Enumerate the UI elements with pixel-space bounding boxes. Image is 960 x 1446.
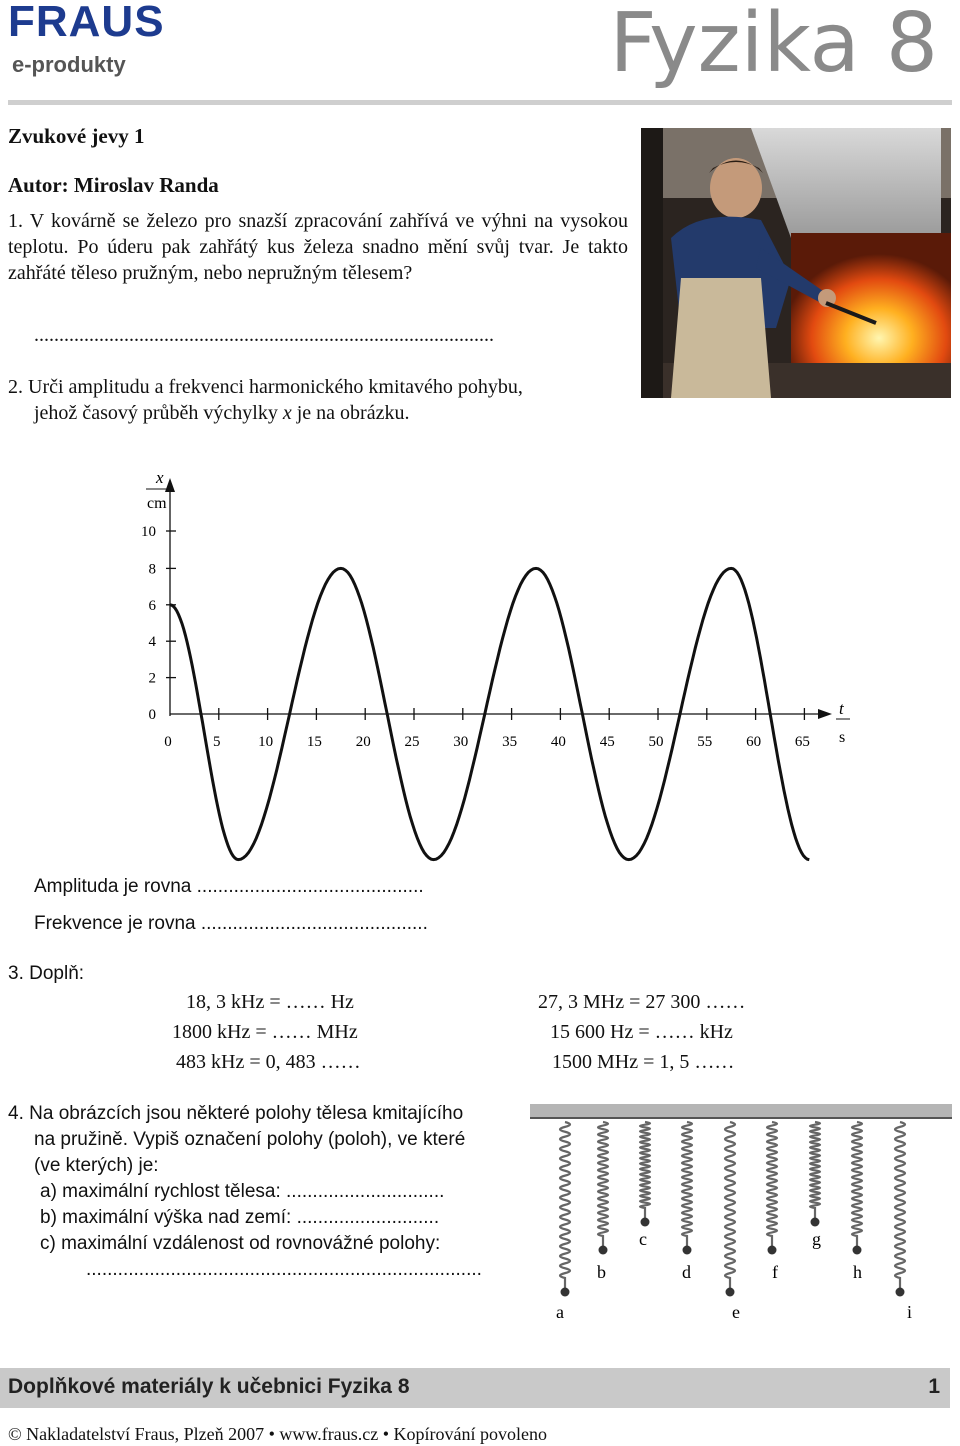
spring-coil (895, 1122, 905, 1292)
spring-coil (640, 1122, 650, 1222)
x-tick-label: 55 (697, 734, 713, 750)
question-4-line-1: 4. Na obrázcích jsou některé polohy tělesa kmitajícího (8, 1103, 464, 1124)
book-title: Fyzika 8 (609, 0, 938, 91)
x-tick-label: 45 (599, 734, 615, 750)
spring-label: e (732, 1302, 740, 1322)
question-4-line-3: (ve kterých) je: (34, 1155, 159, 1176)
question-4-item-a: a) maximální rychlost tělesa: .............................. (40, 1181, 445, 1202)
spring-coil (682, 1122, 692, 1250)
question-1-text: 1. V kovárně se železo pro snazší zpracování zahřívá ve výhni na vysokou teplotu. Po úderu pak zahřátý kus železa snadno mění svůj tvar. Je takto zahřáté těleso pružným, nebo nepružným tělesem? (8, 210, 628, 284)
conversion-left-3: 483 kHz = 0, 483 …… (176, 1051, 361, 1073)
copyright-line: © Nakladatelství Fraus, Plzeň 2007 • www.fraus.cz • Kopírování povoleno (8, 1424, 547, 1444)
y-tick-label: 8 (148, 561, 156, 578)
question-1-answer-line: ............................................................................................ (34, 324, 494, 346)
y-tick-label: 6 (148, 597, 156, 614)
spring-coil (598, 1122, 608, 1250)
x-tick-label: 0 (164, 734, 172, 750)
x-tick-label: 35 (502, 734, 518, 750)
spring-label: d (682, 1262, 691, 1282)
y-axis-label: x (156, 468, 164, 487)
spring-label: f (772, 1262, 778, 1282)
question-4-answer-line: ........................................................................... (86, 1259, 482, 1280)
footer-text: Doplňkové materiály k učebnici Fyzika 8 (8, 1375, 410, 1398)
question-4-item-c: c) maximální vzdálenost od rovnovážné polohy: (40, 1233, 441, 1254)
worksheet-title: Zvukové jevy 1 (8, 124, 145, 148)
spring-label: i (907, 1302, 913, 1322)
question-2-line-1: 2. Urči amplitudu a frekvenci harmonického kmitavého pohybu, (8, 376, 523, 398)
spring-coil (810, 1122, 820, 1222)
x-tick-label: 10 (258, 734, 274, 750)
spring-ceiling (530, 1104, 952, 1118)
x-axis-unit: s (839, 729, 846, 746)
spring-coil (767, 1122, 777, 1250)
worksheet-author: Autor: Miroslav Randa (8, 173, 219, 197)
question-2-text-part: jehož časový průběh výchylky (34, 402, 283, 424)
publisher-logo: FRAUS (8, 0, 165, 46)
spring-weight (641, 1218, 650, 1227)
question-4-line-2: na pružině. Vypiš označení polohy (poloh), ve které (34, 1129, 466, 1150)
frequency-prompt: Frekvence je rovna ........................................... (34, 913, 428, 934)
conversion-left-2: 1800 kHz = …… MHz (172, 1021, 358, 1043)
spring-weight (683, 1246, 692, 1255)
question-2-text-part: je na obrázku. (291, 402, 410, 424)
x-tick-label: 60 (746, 734, 762, 750)
spring-label: g (812, 1229, 821, 1249)
spring-weight (768, 1246, 777, 1255)
spring-weight (811, 1218, 820, 1227)
spring-weight (896, 1288, 905, 1297)
spring-label: b (597, 1262, 606, 1282)
spring-label: a (556, 1302, 564, 1322)
x-tick-label: 20 (355, 734, 371, 750)
conversion-right-1: 27, 3 MHz = 27 300 …… (538, 991, 746, 1013)
conversion-right-3: 1500 MHz = 1, 5 …… (552, 1051, 735, 1073)
springs (556, 1122, 912, 1322)
spring-weight (599, 1246, 608, 1255)
x-tick-label: 50 (648, 734, 664, 750)
y-tick-label: 10 (141, 524, 156, 540)
x-tick-label: 15 (306, 734, 322, 750)
y-tick-label: 2 (148, 670, 156, 687)
question-2-variable: x (282, 402, 292, 424)
spring-coil (852, 1122, 862, 1250)
spring-label: h (853, 1262, 862, 1282)
x-tick-label: 30 (453, 734, 469, 750)
spring-weight (853, 1246, 862, 1255)
y-tick-label: 4 (148, 634, 156, 651)
conversion-right-2: 15 600 Hz = …… kHz (550, 1021, 733, 1043)
x-tick-label: 65 (794, 734, 810, 750)
x-axis-label: t (839, 699, 844, 718)
spring-weight (561, 1288, 570, 1297)
publisher-logo-subtitle: e-produkty (12, 52, 126, 77)
question-3-label: 3. Doplň: (8, 963, 85, 984)
page-number: 1 (928, 1375, 940, 1398)
question-4-item-b: b) maximální výška nad zemí: ........................... (40, 1207, 440, 1228)
y-axis-unit: cm (147, 495, 167, 512)
spring-coil (725, 1122, 735, 1292)
x-tick-label: 25 (404, 734, 420, 750)
y-tick-label: 0 (148, 707, 156, 723)
spring-label: c (639, 1229, 647, 1249)
amplitude-prompt: Amplituda je rovna ........................................... (34, 876, 424, 897)
spring-weight (726, 1288, 735, 1297)
x-tick-label: 5 (213, 734, 221, 750)
x-tick-label: 40 (550, 734, 566, 750)
conversion-left-1: 18, 3 kHz = …… Hz (186, 991, 354, 1013)
spring-coil (560, 1122, 570, 1292)
